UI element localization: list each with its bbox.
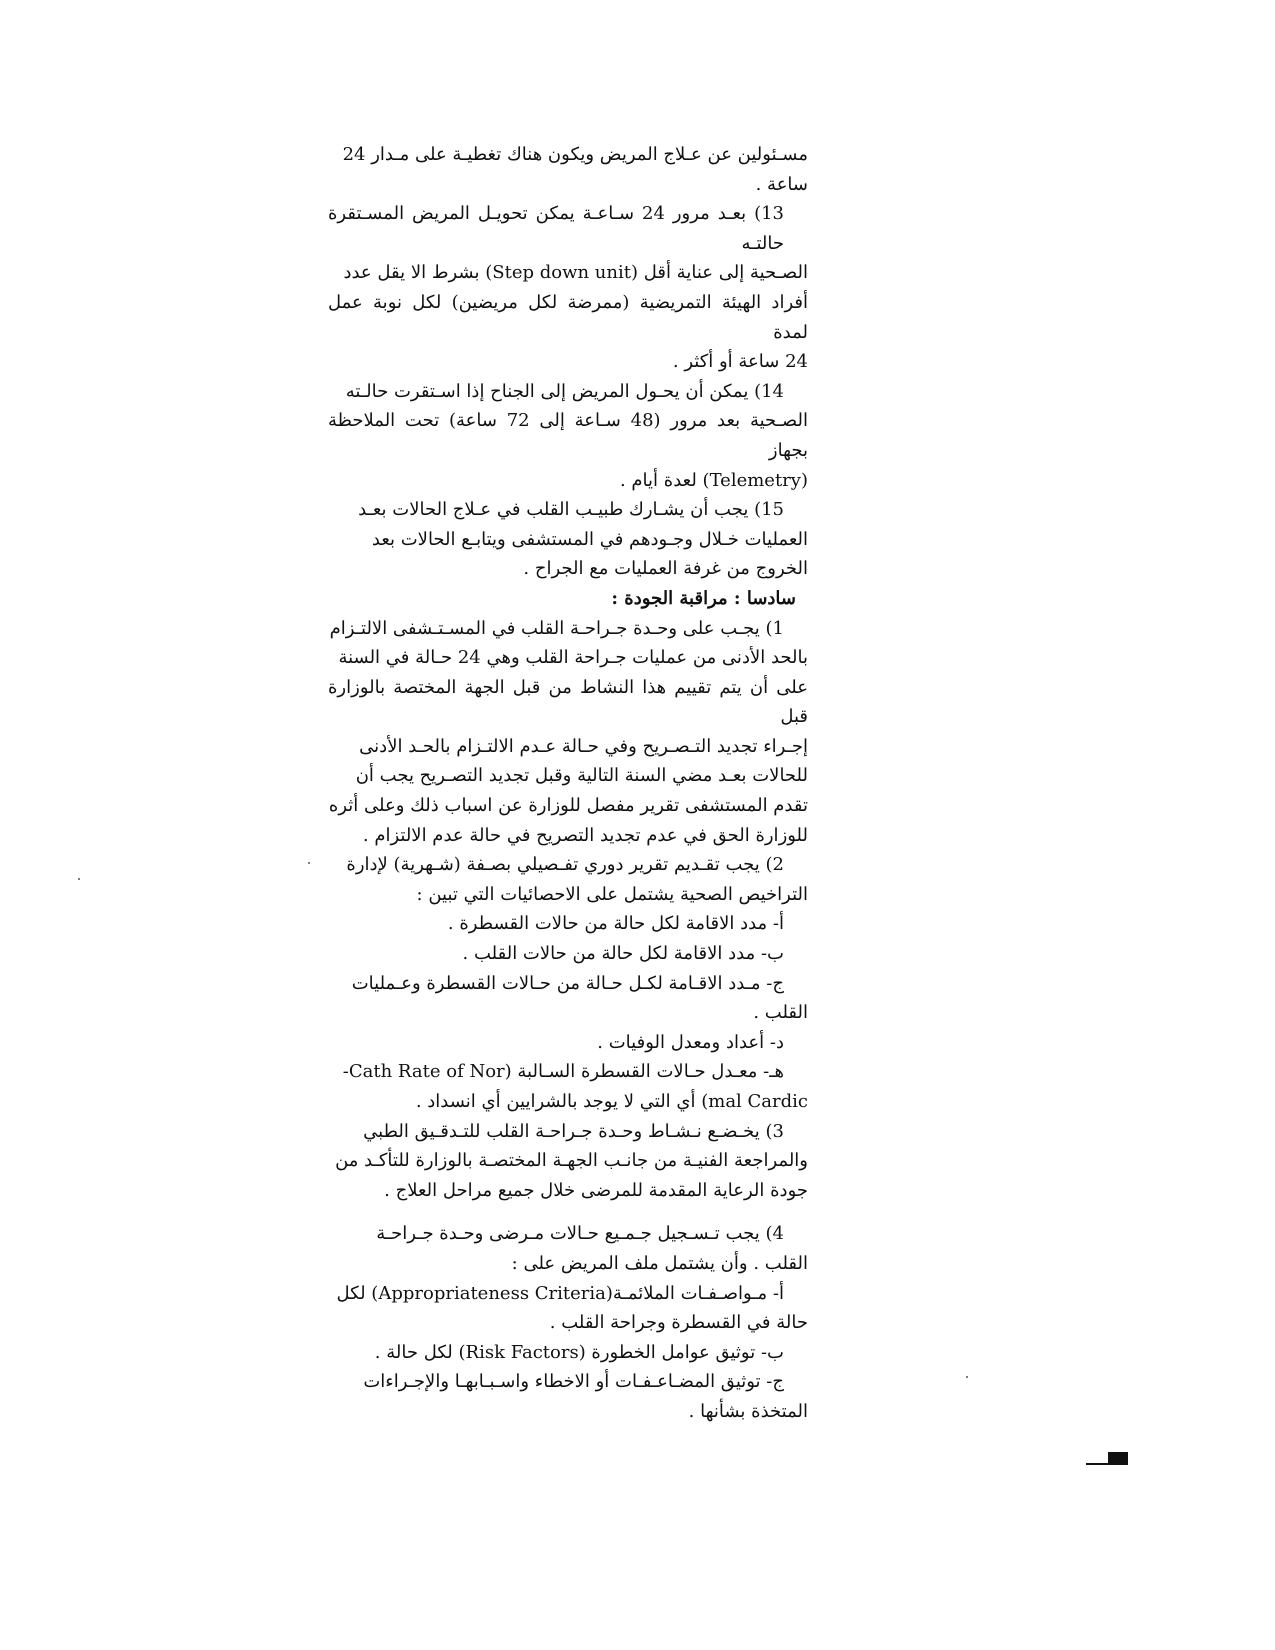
- text-line: 4) يجب تـسـجيل جـمـيع حـالات مـرضى وحـدة جـراحـة: [376, 1223, 784, 1245]
- text-line: 15) يجب أن يشـارك طبيـب القلب في عـلاج الحالات بعـد: [358, 499, 784, 521]
- text-line: أ- مـواصـفـات الملائمـة(Appropriateness Criteria) لكل: [336, 1282, 784, 1304]
- text-line: د- أعداد ومعدل الوفيات .: [597, 1031, 784, 1053]
- text-line: (Telemetry) لعدة أيام .: [619, 469, 808, 491]
- scan-speck: [966, 1376, 968, 1378]
- text-line: 2) يجب تقـديم تقرير دوري تفـصيلي بصـفة (شـهرية) لإدارة: [346, 854, 784, 876]
- text-line: ب- توثيق عوامل الخطورة (Risk Factors) لكل حالة .: [374, 1341, 784, 1363]
- text-line: ب- مدد الاقامة لكل حالة من حالات القلب .: [462, 943, 784, 965]
- corner-mark-block: [1108, 1452, 1128, 1465]
- text-line: بالحد الأدنى من عمليات جـراحة القلب وهي 24 حـالة في السنة: [338, 647, 808, 669]
- text-line: تقدم المستشفى تقرير مفصل للوزارة عن اسباب ذلك وعلى أثره: [328, 795, 808, 817]
- text-line: 3) يخـضـع نـشـاط وحـدة جـراحـة القلب للتـدقـيق الطبي: [363, 1120, 784, 1142]
- text-line: أ- مدد الاقامة لكل حالة من حالات القسطرة .: [447, 913, 784, 935]
- text-line: حالة في القسطرة وجراحة القلب .: [549, 1312, 808, 1334]
- text-line: الخروج من غرفة العمليات مع الجراح .: [523, 558, 808, 580]
- text-line: 1) يجـب على وحـدة جـراحـة القلب في المسـتـشفى الالتـزام: [329, 617, 784, 639]
- text-line: الصـحية بعد مرور (48 سـاعة إلى 72 ساعة) تحت الملاحظة بجهاز: [328, 410, 809, 461]
- text-line: 13) بعـد مرور 24 سـاعـة يمكن تحويـل المريض المسـتقرة حالتـه: [328, 203, 785, 254]
- text-line: التراخيص الصحية يشتمل على الاحصائيات التي تبين :: [416, 883, 808, 905]
- document-body: [328, 140, 808, 1427]
- text-line: مسـئولين عن عـلاج المريض ويكون هناك تغطيـة على مـدار 24: [342, 144, 808, 165]
- page-corner-mark: [1086, 1452, 1128, 1466]
- text-line: إجـراء تجديد التـصـريح وفي حـالة عـدم الالتـزام بالحـد الأدنى: [359, 735, 808, 757]
- text-line: للحالات بعـد مضي السنة التالية وقبل تجديد التصـريح يجب أن: [355, 765, 808, 787]
- text-line: mal Cardic) أي التي لا يوجد بالشرايين أي انسداد .: [415, 1091, 808, 1112]
- text-line: القلب . وأن يشتمل ملف المريض على :: [511, 1252, 808, 1274]
- text-line: أفراد الهيئة التمريضية (ممرضة لكل مريضين) لكل نوبة عمل لمدة: [328, 291, 808, 343]
- text-line: 24 ساعة أو أكثر .: [672, 351, 808, 373]
- text-line: والمراجعة الفنيـة من جانـب الجهـة المختصـة بالوزارة للتأكـد من: [335, 1150, 808, 1172]
- text-line: الصـحية إلى عناية أقل (Step down unit) بشرط الا يقل عدد: [343, 262, 808, 284]
- text-line: 14) يمكن أن يحـول المريض إلى الجناح إذا اسـتقرت حالـته: [345, 380, 784, 402]
- text-line: جودة الرعاية المقدمة للمرضى خلال جميع مراحل العلاج .: [384, 1179, 808, 1201]
- section-heading: سادسا : مراقبة الجودة :: [611, 587, 796, 609]
- scan-speck: [308, 862, 310, 864]
- text-line: ج- مـدد الاقـامة لكـل حـالة من حـالات القسطرة وعـمليات: [351, 972, 784, 994]
- text-line: هـ- معـدل حـالات القسطرة السـالبة (Cath Rate of Nor-: [342, 1061, 784, 1083]
- text-line: ساعة .: [755, 173, 808, 195]
- scan-speck: [78, 878, 80, 880]
- text-line: المتخذة بشأنها .: [688, 1400, 808, 1422]
- text-line: القلب .: [753, 1002, 808, 1024]
- text-line: ج- توثيق المضـاعـفـات أو الاخطاء واسـبـابهـا والإجـراءات: [363, 1371, 784, 1393]
- text-line: على أن يتم تقييم هذا النشاط من قبل الجهة المختصة بالوزارة قبل: [328, 676, 808, 728]
- text-line: للوزارة الحق في عدم تجديد التصريح في حالة عدم الالتزام .: [362, 824, 808, 846]
- paragraph-gap: [328, 1205, 808, 1219]
- text-line: العمليات خـلال وجـودهم في المستشفى ويتابـع الحالات بعد: [371, 528, 808, 550]
